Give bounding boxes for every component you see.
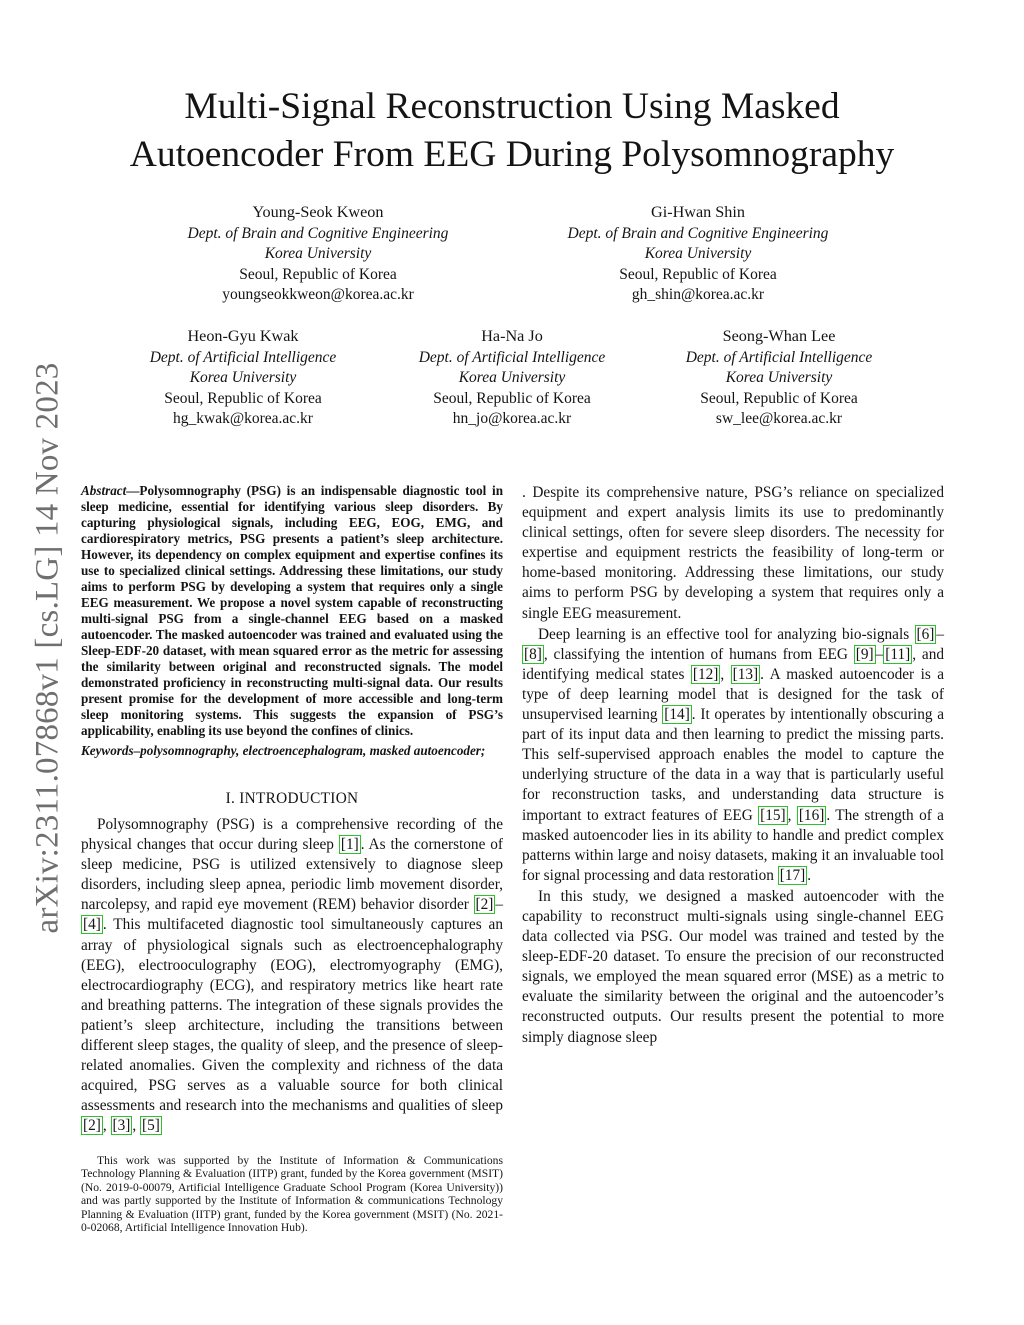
author-univ: Korea University: [264, 245, 372, 262]
arxiv-id: arXiv:2311.07868v1 [cs.LG] 14 Nov 2023: [29, 362, 66, 934]
author-dept: Dept. of Brain and Cognitive Engineering: [187, 224, 449, 242]
author-email: hn_jo@korea.ac.kr: [452, 410, 572, 427]
paper-title: [60, 83, 964, 179]
intro-paragraph-1-continued: . Despite its comprehensive nature, PSG’s reliance on specialized equipment and expert analysis limits its use to predominantly clinical settings, often for severe sleep disorders. The necessity for expertise and equipment restricts the feasibility of long-term or home-based monitoring. Addressing these limitations, our study aims to perform PSG by developing a system that requires only a single EEG measurement.: [522, 484, 944, 622]
author-city: Seoul, Republic of Korea: [700, 389, 858, 407]
author-univ: Korea University: [458, 369, 566, 386]
title-line-2: Autoencoder From EEG During Polysomnography: [129, 134, 895, 175]
citation-link[interactable]: [11]: [885, 645, 911, 663]
author-name: Young-Seok Kweon: [252, 203, 384, 221]
citation-link[interactable]: [16]: [798, 806, 825, 824]
author-name: Ha-Na Jo: [481, 327, 543, 345]
citation-link[interactable]: [8]: [524, 645, 542, 663]
author-email: youngseokkweon@korea.ac.kr: [222, 286, 414, 303]
abstract-text: —Polysomnography (PSG) is an indispensable diagnostic tool in sleep medicine, essential for identifying various sleep disorders. By capturing physiological signals, including EEG, EOG, EMG, and cardiorespiratory metrics, PSG presents a patient’s sleep architecture. However, its dependency on complex equipment and expertise confines its use to specialized clinical settings. Addressing these limitations, our study aims to perform PSG by developing a system that requires only a single EEG measurement. We propose a novel system capable of reconstructing multi-signal PSG from a single-channel EEG based on a masked autoencoder. The masked autoencoder was trained and evaluated using the Sleep-EDF-20 dataset, with mean squared error as the metric for assessing the similarity between original and reconstructed signals. The model demonstrated proficiency in reconstructing multi-signal data. Our results present promise for the development of more accessible and long-term sleep monitoring systems. This suggests the expansion of PSG’s applicability, enabling its use beyond the confines of clinics.: [81, 483, 503, 738]
author-univ: Korea University: [189, 369, 297, 386]
citation-link[interactable]: [5]: [142, 1117, 160, 1135]
author-dept: Dept. of Brain and Cognitive Engineering: [567, 224, 829, 242]
author-dept: Dept. of Artificial Intelligence: [149, 348, 337, 366]
abstract-label: Abstract: [81, 483, 127, 498]
author-block: [538, 202, 858, 306]
author-dept: Dept. of Artificial Intelligence: [418, 348, 606, 366]
citation-link[interactable]: [14]: [664, 706, 690, 724]
citation-link[interactable]: [15]: [760, 806, 786, 824]
citation-link[interactable]: [13]: [732, 665, 759, 683]
author-email: hg_kwak@korea.ac.kr: [173, 410, 313, 427]
author-univ: Korea University: [644, 245, 752, 262]
abstract: [81, 483, 503, 739]
author-univ: Korea University: [725, 369, 833, 386]
author-name: Seong-Whan Lee: [722, 327, 836, 345]
citation-link[interactable]: [12]: [692, 665, 719, 683]
citation-link[interactable]: [17]: [779, 866, 806, 884]
intro-paragraph-3: In this study, we designed a masked autoencoder with the capability to reconstruct multi-signals using single-channel EEG data collected via PSG. Our model was trained and tested by the sleep-EDF-20 dataset. To ensure the precision of our reconstructed signals, we employed the mean squared error (MSE) as a metric to evaluate the similarity between the original and the autoencoder’s reconstructed outputs. Our results present the potential to more simply diagnose sleep: [522, 887, 944, 1046]
citation-link[interactable]: [3]: [112, 1117, 131, 1135]
author-dept: Dept. of Artificial Intelligence: [685, 348, 873, 366]
citation-link[interactable]: [9]: [855, 645, 874, 663]
author-city: Seoul, Republic of Korea: [619, 265, 777, 283]
right-column: [522, 483, 944, 1048]
author-email: sw_lee@korea.ac.kr: [715, 410, 843, 427]
keywords: Keywords–polysomnography, electroencephalogram, masked autoencoder;: [81, 743, 486, 758]
author-email: gh_shin@korea.ac.kr: [631, 286, 765, 303]
author-city: Seoul, Republic of Korea: [164, 389, 322, 407]
citation-link[interactable]: [2]: [83, 1117, 101, 1135]
author-name: Heon-Gyu Kwak: [187, 327, 299, 345]
footnote: This work was supported by the Institute of Information & Communications Technology Planning & Evaluation (IITP) grant, funded by the Korea government (MSIT) (No. 2019-0-00079, Artificial Intelligence Graduate School Program (Korea University)) and was partly supported by the Institute of Information & communications Technology Planning & Evaluation (IITP) grant, funded by the Korea government (MSIT) (No. 2021-0-02068, Artificial Intelligence Innovation Hub).: [81, 1153, 503, 1234]
author-city: Seoul, Republic of Korea: [239, 265, 397, 283]
section-heading: I. INTRODUCTION: [225, 790, 359, 807]
citation-link[interactable]: [6]: [916, 625, 935, 643]
title-line-1: Multi-Signal Reconstruction Using Masked: [184, 86, 840, 127]
left-column: [81, 483, 503, 1235]
author-block: [619, 326, 939, 430]
citation-link[interactable]: [4]: [83, 916, 101, 934]
intro-paragraph-2: Deep learning is an effective tool for analyzing bio-signals [6] –[8] , classifying the intention of humans from EEG [9] – [11] , and identifying medical states [12] , [13] . A masked autoencoder is a type of deep learning model that is designed for the task of unsupervised learning [14] . It operates by intentionally obscuring a part of its input data and then learning to predict the missing parts. This self-supervised approach enables the model to capture the underlying structure of the data in a way that is particularly useful for reconstruction tasks, and understanding data structure is important to extract features of EEG [15] , [16] . The strength of a masked autoencoder lies in its ability to handle and predict complex patterns within large and noisy datasets, making it an invaluable tool for signal processing and data restoration [17] .: [522, 625, 944, 884]
author-name: Gi-Hwan Shin: [651, 203, 745, 221]
citation-link[interactable]: [1]: [340, 836, 359, 854]
intro-paragraph-1: Polysomnography (PSG) is a comprehensive recording of the physical changes that occur during sleep [1] . As the cornerstone of sleep medicine, PSG is utilized extensively to diagnose sleep disorders, including sleep apnea, periodic limb movement disorder, narcolepsy, and rapid eye movement (REM) behavior disorder [2] –[4] . This multifaceted diagnostic tool simultaneously captures an array of physiological signals such as electroencephalography (EEG), electrooculography (EOG), electromyography (EMG), electrocardiography (ECG), and respiratory metrics like heart rate and breathing patterns. The integration of these signals provides the patient’s sleep architecture, including the transitions between different sleep stages, the quality of sleep, and the presence of sleep-related anomalies. Given the complexity and richness of the data acquired, PSG serves as a valuable source for both clinical assessments and research into the mechanisms and qualities of sleep [2] , [3] , [5]: [81, 816, 503, 1135]
author-city: Seoul, Republic of Korea: [433, 389, 591, 407]
citation-link[interactable]: [2]: [475, 896, 494, 914]
author-block: [158, 202, 478, 306]
